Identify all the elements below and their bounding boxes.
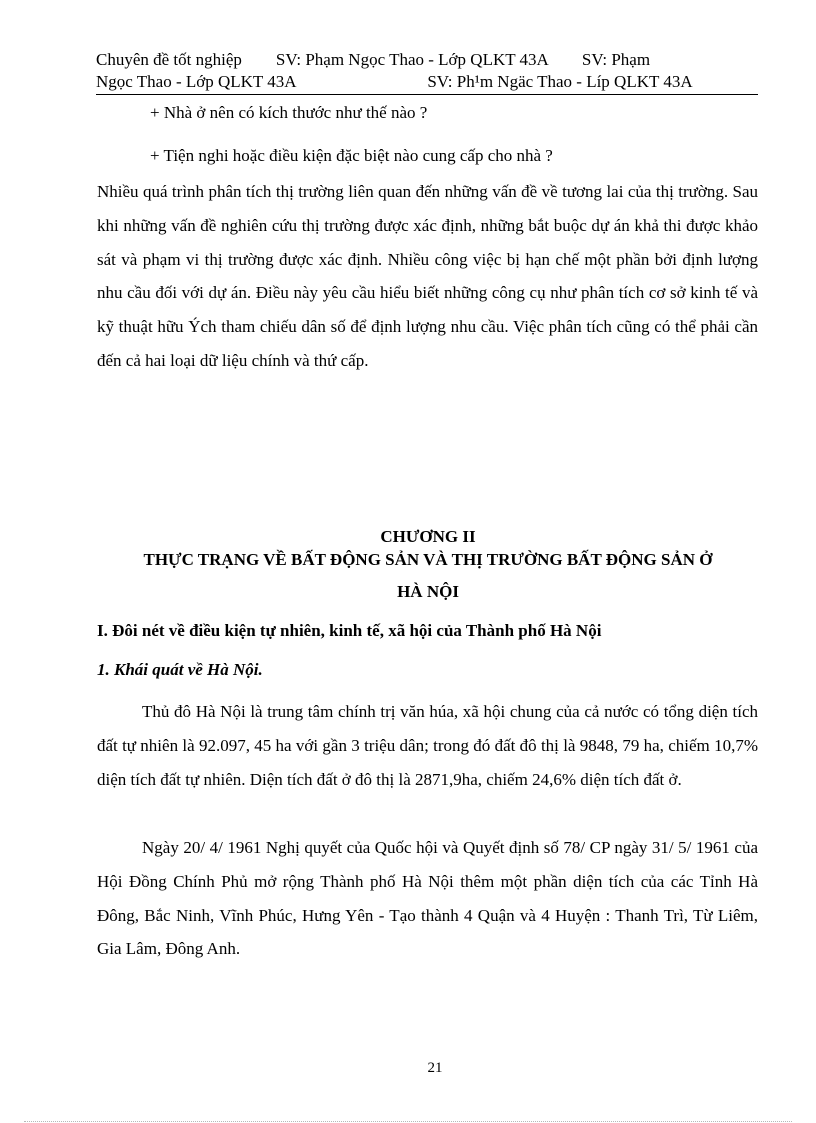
paragraph-history: Ngày 20/ 4/ 1961 Nghị quyết của Quốc hội và Quyết định số 78/ CP ngày 31/ 5/ 1961 của Hội Đồng Chính Phủ mở rộng Thành phố Hà Nội thêm một phần diện tích của các Tỉnh Hà Đông, Bắc Ninh, Vĩnh Phúc, Hưng Yên - Tạo thành 4 Quận và 4 Huyện : Thanh Trì, Từ Liêm, Gia Lâm, Đông Anh. <box>97 838 758 959</box>
chapter-title-line-2: HÀ NỘI <box>397 582 459 601</box>
header-line-1: Chuyên đề tốt nghiệp SV: Phạm Ngọc Thao - Lớp QLKT 43A SV: Phạm <box>96 50 651 69</box>
paragraph-market-analysis: Nhiều quá trình phân tích thị trường liên quan đến những vấn đề về tương lai của thị trường. Sau khi những vấn đề nghiên cứu thị trường được xác định, những bắt buộc dự án khả thi được khảo sát và phạm vi thị trường được xác định. Nhiều công việc bị hạn chế một phần bởi định lượng nhu cầu đối với dự án. Điều này yêu cầu hiểu biết những công cụ như phân tích cơ sở kinh tế và kỹ thuật hữu Ých tham chiếu dân số để định lượng nhu cầu. Việc phân tích cũng có thể phải cần đến cả hai loại dữ liệu chính và thứ cấp. <box>97 182 758 370</box>
running-header <box>96 49 758 95</box>
subsection-heading: 1. Khái quát về Hà Nội. <box>97 660 263 679</box>
chapter-label: CHƯƠNG II <box>380 527 476 546</box>
bullet-house-size: + Nhà ở nên có kích thước như thế nào ? <box>150 103 428 122</box>
page-bottom-border <box>24 1121 792 1122</box>
header-line-2: Ngọc Thao - Lớp QLKT 43A SV: Ph¹m Ngäc Thao - Líp QLKT 43A <box>96 72 693 91</box>
bullet-amenities: + Tiện nghi hoặc điều kiện đặc biệt nào cung cấp cho nhà ? <box>150 146 553 165</box>
page-number: 21 <box>427 1060 443 1076</box>
section-heading: I. Đôi nét về điều kiện tự nhiên, kinh tế, xã hội của Thành phố Hà Nội <box>97 621 602 640</box>
paragraph-overview: Thủ đô Hà Nội là trung tâm chính trị văn húa, xã hội chung của cả nước có tổng diện tích đất tự nhiên là 92.097, 45 ha với gần 3 triệu dân; trong đó đất đô thị là 9848, 79 ha, chiếm 10,7% diện tích đất tự nhiên. Diện tích đất ở đô thị là 2871,9ha, chiếm 24,6% diện tích đất ở. <box>97 702 758 789</box>
chapter-title-line-1: THỰC TRẠNG VỀ BẤT ĐỘNG SẢN VÀ THỊ TRƯỜNG BẤT ĐỘNG SẢN Ở <box>143 550 713 569</box>
